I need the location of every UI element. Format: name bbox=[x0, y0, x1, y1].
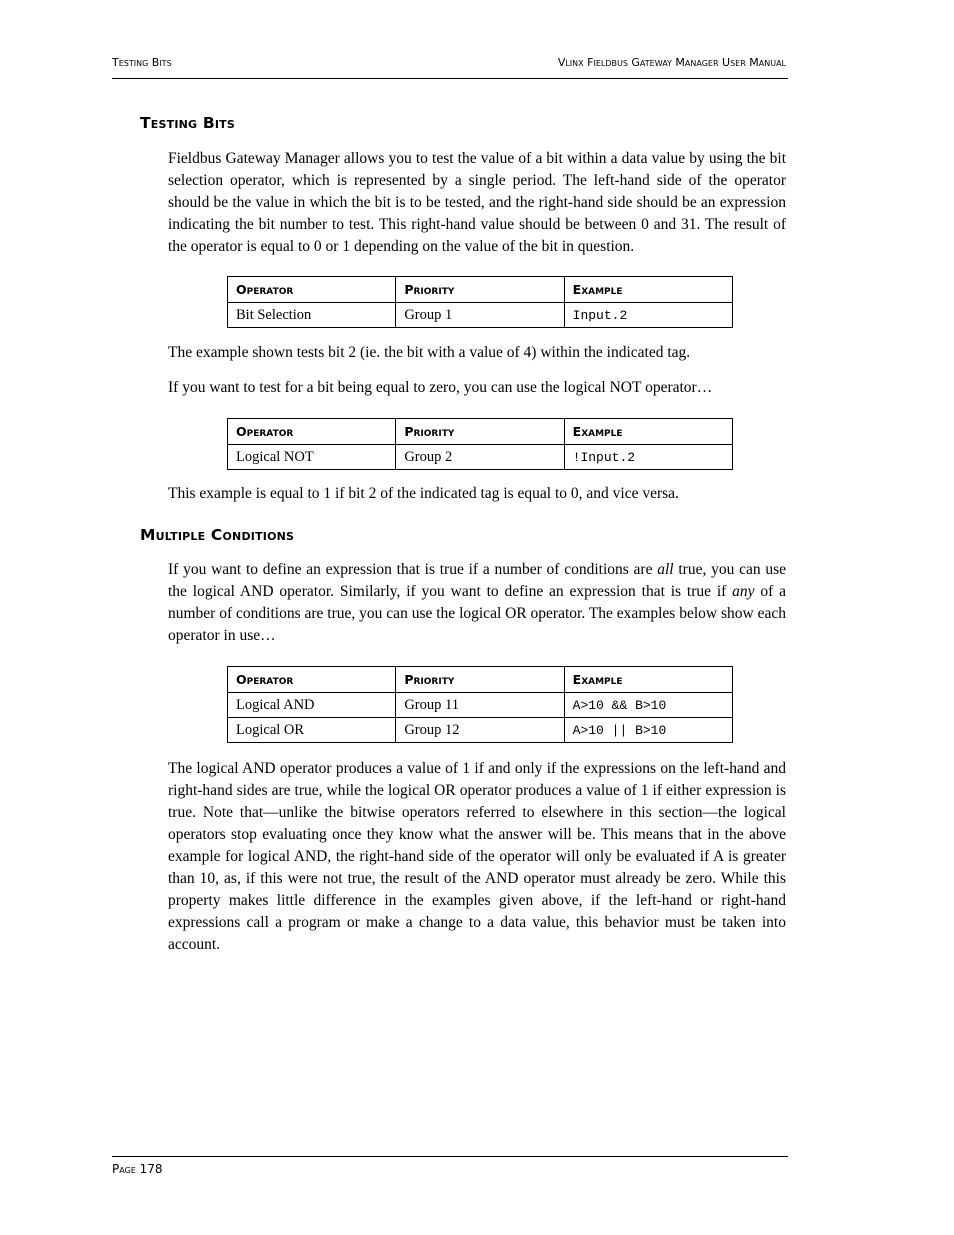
paragraph-example-note: The example shown tests bit 2 (ie. the bit with a value of 4) within the indicated tag. bbox=[168, 344, 691, 361]
emphasis-any: any bbox=[732, 583, 755, 600]
cell-example: Input.2 bbox=[564, 303, 732, 328]
cell-priority: Group 11 bbox=[396, 693, 564, 718]
col-operator: Operator bbox=[228, 419, 396, 445]
col-example: Example bbox=[564, 277, 732, 303]
paragraph-testing-bits-intro: Fieldbus Gateway Manager allows you to test the value of a bit within a data value by using the bit selection operator, which is represented by a single period. The left-hand side of the operator should be the value in which the bit is to be tested, and the right-hand side should be an expression indicating the bit number to test. This right-hand value should be between 0 and 31. The result of the operator is equal to 0 or 1 depending on the value of the bit in question. bbox=[168, 150, 786, 255]
table-bit-selection bbox=[227, 276, 733, 328]
page-header bbox=[112, 56, 788, 79]
heading-testing-bits: Testing Bits bbox=[140, 114, 235, 132]
cell-priority: Group 1 bbox=[396, 303, 564, 328]
cell-operator: Logical NOT bbox=[228, 445, 396, 470]
page-footer bbox=[112, 1156, 788, 1176]
table-header-row bbox=[228, 419, 733, 445]
table-row bbox=[228, 303, 733, 328]
table-header-row bbox=[228, 277, 733, 303]
col-example: Example bbox=[564, 667, 732, 693]
table-header-row bbox=[228, 667, 733, 693]
col-example: Example bbox=[564, 419, 732, 445]
page-number: Page 178 bbox=[112, 1162, 163, 1176]
paragraph-not-intro: If you want to test for a bit being equal to zero, you can use the logical NOT operator… bbox=[168, 379, 713, 396]
cell-operator: Logical OR bbox=[228, 718, 396, 743]
cell-example: !Input.2 bbox=[564, 445, 732, 470]
cell-operator: Logical AND bbox=[228, 693, 396, 718]
table-row bbox=[228, 445, 733, 470]
col-priority: Priority bbox=[396, 419, 564, 445]
heading-multiple-conditions: Multiple Conditions bbox=[140, 526, 295, 544]
col-operator: Operator bbox=[228, 667, 396, 693]
col-operator: Operator bbox=[228, 277, 396, 303]
emphasis-all: all bbox=[657, 561, 674, 578]
paragraph-multiple-conditions-intro bbox=[168, 559, 786, 647]
text-run: of a number of conditions are true, you can use the logical OR operator. The examples below show each operator in use… bbox=[168, 583, 786, 644]
text-run: If you want to define an expression that is true if a number of conditions are bbox=[168, 561, 658, 578]
table-row bbox=[228, 693, 733, 718]
paragraph-short-circuit: The logical AND operator produces a value of 1 if and only if the expressions on the left-hand and right-hand sides are true, while the logical OR operator produces a value of 1 if either expression is true. Note that—unlike the bitwise operators referred to elsewhere in this section—the logical operators stop evaluating once they know what the answer will be. This means that in the above example for logical AND, the right-hand side of the operator will only be evaluated if A is greater than 10, as, if this were not true, the result of the AND operator must already be zero. While this property makes little difference in the examples given above, if the left-hand or right-hand expressions call a program or make a change to a data value, this behavior must be taken into account. bbox=[168, 760, 786, 953]
cell-example: A>10 || B>10 bbox=[564, 718, 732, 743]
table-row bbox=[228, 718, 733, 743]
header-section-title: Testing Bits bbox=[112, 56, 172, 69]
col-priority: Priority bbox=[396, 277, 564, 303]
cell-priority: Group 2 bbox=[396, 445, 564, 470]
header-manual-title: Vlinx Fieldbus Gateway Manager User Manual bbox=[557, 56, 786, 69]
paragraph-not-note: This example is equal to 1 if bit 2 of the indicated tag is equal to 0, and vice versa. bbox=[168, 485, 679, 502]
cell-priority: Group 12 bbox=[396, 718, 564, 743]
text-run: true, you can use the logical AND operator. Similarly, if you want to define an expression that is true if bbox=[168, 561, 786, 600]
cell-example: A>10 && B>10 bbox=[564, 693, 732, 718]
table-logical-and-or bbox=[227, 666, 733, 743]
cell-operator: Bit Selection bbox=[228, 303, 396, 328]
table-logical-not bbox=[227, 418, 733, 470]
col-priority: Priority bbox=[396, 667, 564, 693]
